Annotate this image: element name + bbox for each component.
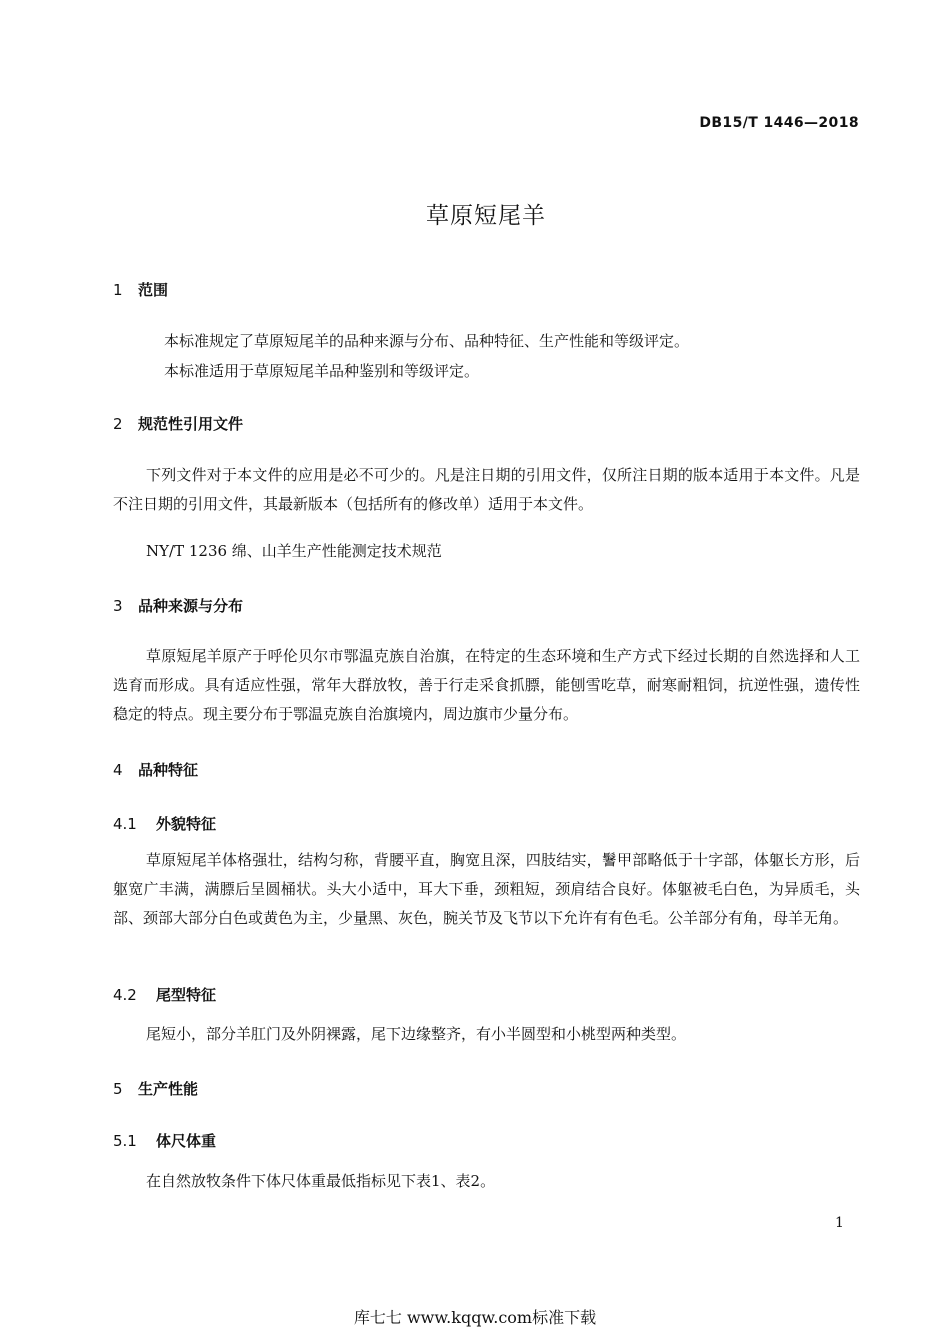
section-title: 外貌特征 — [156, 815, 217, 833]
section-title: 体尺体重 — [156, 1132, 217, 1150]
section-number: 2 — [113, 415, 123, 433]
paragraph: 在自然放牧条件下体尺体重最低指标见下表1、表2。 — [146, 1172, 496, 1190]
section-number: 3 — [113, 597, 123, 615]
page-title: 草原短尾羊 — [426, 203, 546, 229]
section-heading-4 — [113, 759, 198, 780]
section-title: 品种来源与分布 — [138, 597, 244, 615]
page-number: 1 — [835, 1215, 844, 1231]
paragraph: 本标准适用于草原短尾羊品种鉴别和等级评定。 — [164, 362, 480, 380]
document-number: DB15/T 1446—2018 — [699, 115, 859, 131]
section-number: 5.1 — [113, 1132, 137, 1150]
section-heading-3 — [113, 595, 243, 616]
section-title: 范围 — [138, 281, 169, 299]
section-number: 1 — [113, 281, 123, 299]
section-title: 生产性能 — [138, 1080, 199, 1098]
section-number: 4.2 — [113, 986, 137, 1004]
normative-reference: NY/T 1236 绵、山羊生产性能测定技术规范 — [146, 542, 442, 560]
section-heading-5 — [113, 1078, 198, 1099]
section-number: 4.1 — [113, 815, 137, 833]
section-heading-1 — [113, 279, 168, 300]
paragraph: 下列文件对于本文件的应用是必不可少的。凡是注日期的引用文件，仅所注日期的版本适用于本文件。凡是不注日期的引用文件，其最新版本（包括所有的修改单）适用于本文件。 — [113, 466, 860, 513]
paragraph: 草原短尾羊体格强壮，结构匀称，背腰平直，胸宽且深，四肢结实，鬐甲部略低于十字部，体躯长方形，后躯宽广丰满，满膘后呈圆桶状。头大小适中，耳大下垂，颈粗短，颈肩结合良好。体躯被毛白色，为异质毛，头部、颈部大部分白色或黄色为主，少量黑、灰色，腕关节及飞节以下允许有有色毛。公羊部分有角，母羊无角。 — [113, 851, 860, 927]
section-title: 品种特征 — [138, 761, 199, 779]
footer-watermark: 库七七 www.kqqw.com标准下载 — [353, 1308, 597, 1327]
paragraph: 尾短小，部分羊肛门及外阴裸露，尾下边缘整齐，有小半圆型和小桃型两种类型。 — [146, 1025, 687, 1043]
section-number: 5 — [113, 1080, 123, 1098]
subsection-heading-4-1 — [113, 813, 216, 834]
section-number: 4 — [113, 761, 123, 779]
subsection-heading-5-1 — [113, 1130, 216, 1151]
paragraph: 本标准规定了草原短尾羊的品种来源与分布、品种特征、生产性能和等级评定。 — [164, 332, 690, 350]
paragraph: 草原短尾羊原产于呼伦贝尔市鄂温克族自治旗，在特定的生态环境和生产方式下经过长期的自然选择和人工选育而形成。具有适应性强，常年大群放牧，善于行走采食抓膘，能刨雪吃草，耐寒耐粗饲，抗逆性强，遗传性稳定的特点。现主要分布于鄂温克族自治旗境内，周边旗市少量分布。 — [113, 647, 860, 723]
subsection-heading-4-2 — [113, 984, 216, 1005]
section-title: 规范性引用文件 — [138, 415, 244, 433]
section-title: 尾型特征 — [156, 986, 217, 1004]
section-heading-2 — [113, 413, 243, 434]
